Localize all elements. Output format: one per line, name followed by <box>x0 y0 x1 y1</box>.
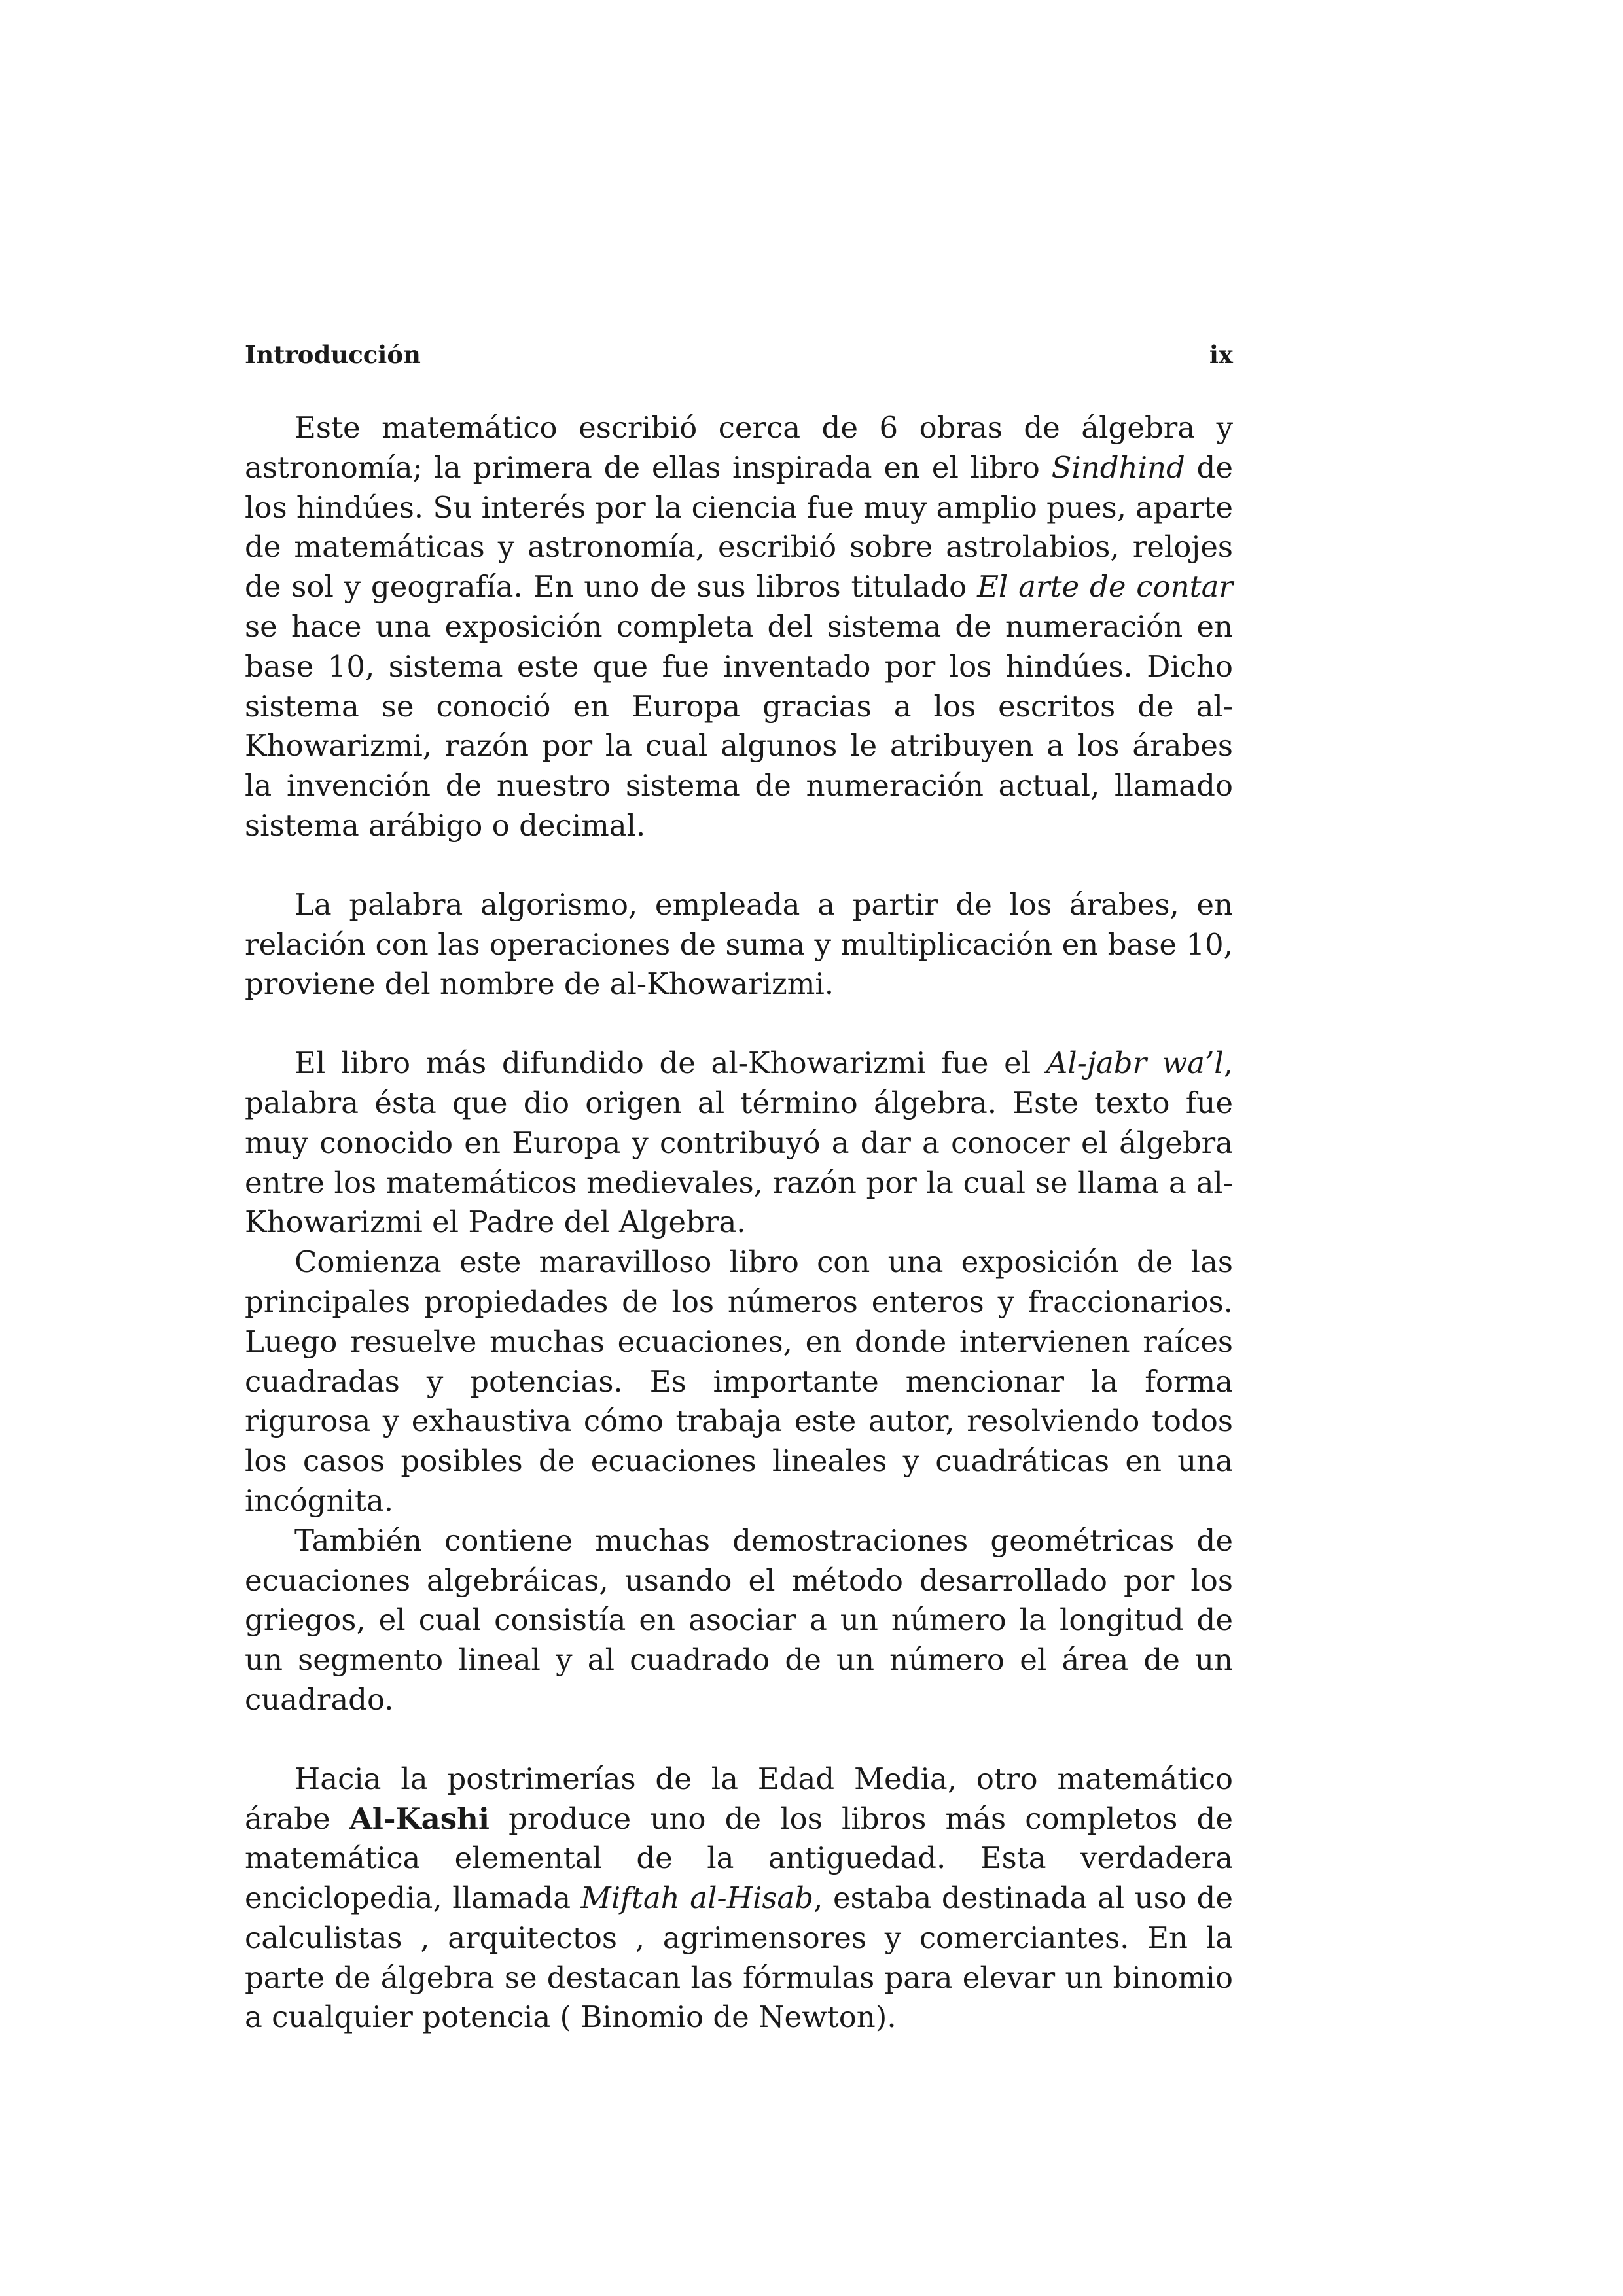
paragraph-2 <box>245 885 1233 1004</box>
paragraph-1-text-b: de los hindúes. Su interés por la ciencia fue muy amplio pues, aparte de matemáticas y astronomía, escribió sobre astrolabios, relojes de sol y geografía. En uno de sus libros titulado <box>245 450 1233 605</box>
book-title-el-arte-de-contar: El arte de contar <box>977 569 1233 605</box>
paragraph-3 <box>245 1044 1233 1243</box>
paragraph-2-text: La palabra algorismo, empleada a partir de los árabes, en relación con las operaciones de suma y multiplicación en base 10, proviene del nombre de al-Khowarizmi. <box>245 887 1233 1002</box>
paragraph-5-text: También contiene muchas demostraciones geométricas de ecuaciones algebráicas, usando el método desarrollado por los griegos, el cual consistía en asociar a un número la longitud de un segmento lineal y al cuadrado de un número el área de un cuadrado. <box>245 1523 1233 1717</box>
paragraph-4-text: Comienza este maravilloso libro con una exposición de las principales propiedades de los números enteros y fraccionarios. Luego resuelve muchas ecuaciones, en donde intervienen raíces cuadradas y potencias. Es importante mencionar la forma rigurosa y exhaustiva cómo trabaja este autor, resolviendo todos los casos posibles de ecuaciones lineales y cuadráticas en una incógnita. <box>245 1245 1233 1518</box>
paragraph-4 <box>245 1243 1233 1521</box>
book-title-al-jabr: Al-jabr wa’l <box>1046 1046 1224 1081</box>
paragraph-6-text-c: , estaba destinada al uso de calculistas , arquitectos , agrimensores y comerciantes. En la parte de álgebra se destacan las fórmulas para elevar un binomio a cualquier potencia ( Binomio de Newton). <box>245 1881 1233 2035</box>
running-header <box>245 340 1233 369</box>
paragraph-6 <box>245 1759 1233 2038</box>
paragraph-1-text-c: se hace una exposición completa del sistema de numeración en base 10, sistema este que fue inventado por los hindúes. Dicho sistema se conoció en Europa gracias a los escritos de al-Khowarizmi, razón por la cual algunos le atribuyen a los árabes la invención de nuestro sistema de numeración actual, llamado sistema arábigo o decimal. <box>245 609 1233 843</box>
paragraph-6-text-a: Hacia la postrimerías de la Edad Media, otro matemático árabe <box>245 1761 1233 1836</box>
body-text <box>245 408 1233 2038</box>
page-number: ix <box>1209 340 1233 369</box>
paragraph-1 <box>245 408 1233 846</box>
book-title-miftah: Miftah al-Hisab <box>580 1881 814 1916</box>
book-page <box>245 340 1233 2038</box>
chapter-title: Introducción <box>245 340 421 369</box>
paragraph-1-text-a: Este matemático escribió cerca de 6 obras de álgebra y astronomía; la primera de ellas inspirada en el libro <box>245 410 1233 485</box>
name-al-kashi: Al-Kashi <box>349 1801 490 1836</box>
paragraph-3-text-a: El libro más difundido de al-Khowarizmi fue el <box>294 1046 1046 1081</box>
paragraph-5 <box>245 1521 1233 1720</box>
paragraph-3-text-b: , palabra ésta que dio origen al término álgebra. Este texto fue muy conocido en Europa y contribuyó a dar a conocer el álgebra entre los matemáticos medievales, razón por la cual se llama a al-Khowarizmi el Padre del Algebra. <box>245 1046 1233 1240</box>
paragraph-6-text-b: produce uno de los libros más completos de matemática elemental de la antiguedad. Esta verdadera enciclopedia, llamada <box>245 1801 1233 1916</box>
book-title-sindhind: Sindhind <box>1051 450 1185 485</box>
